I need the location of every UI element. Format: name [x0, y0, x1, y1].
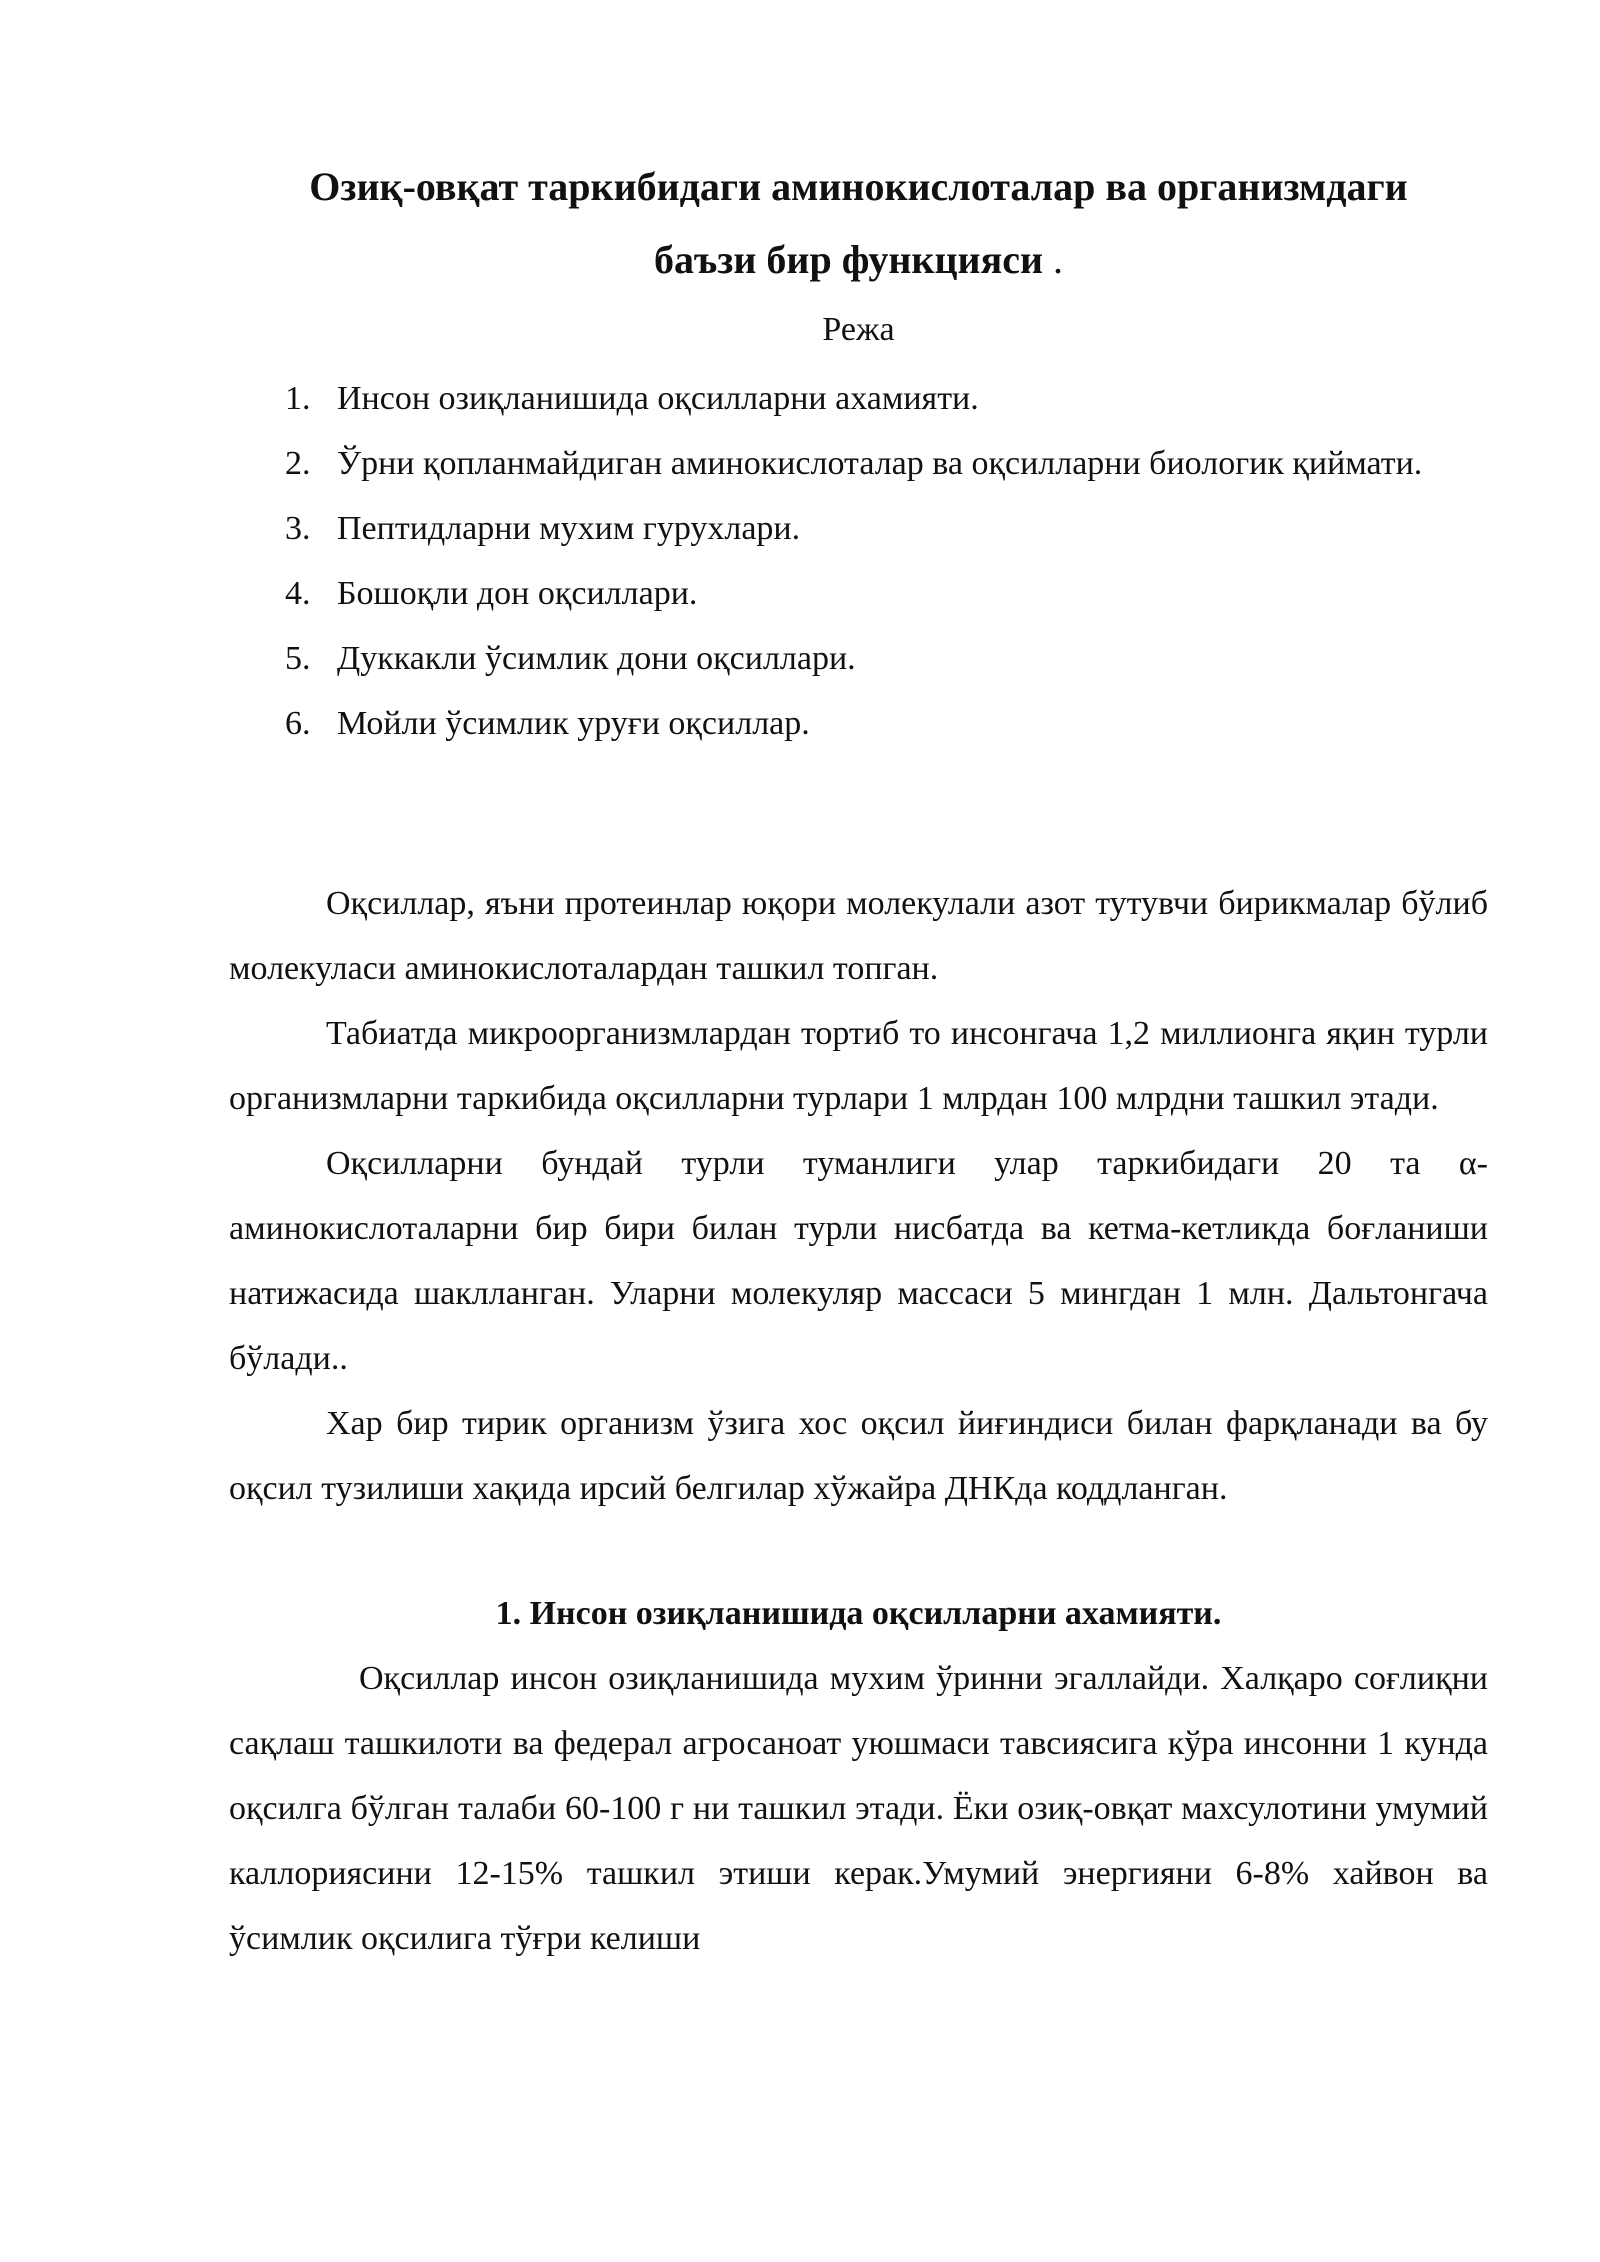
document-title — [229, 150, 1488, 296]
plan-item-number: 4. — [285, 575, 311, 612]
plan-item-text: Дуккакли ўсимлик дони оқсиллари. — [337, 640, 856, 677]
plan-item-text: Пептидларни мухим гурухлари. — [337, 510, 801, 547]
plan-item-text: Мойли ўсимлик уруғи оқсиллар. — [337, 705, 810, 742]
plan-item — [229, 431, 1488, 496]
plan-item-text: Бошоқли дон оқсиллари. — [337, 575, 698, 612]
body-paragraph: Оқсиллар, яъни протеинлар юқори молекулали азот тутувчи бирикмалар бўлиб молекуласи аминокислоталардан ташкил топган. — [229, 885, 1488, 987]
plan-item — [229, 496, 1488, 561]
body-paragraph: Оқсилларни бундай турли туманлиги улар таркибидаги 20 та α-аминокислоталарни бир бири билан турли нисбатда ва кетма-кетликда боғланиши натижасида шаклланган. Уларни молекуляр массаси 5 мингдан 1 млн. Дальтонгача бўлади.. — [229, 1145, 1488, 1377]
body-paragraph: Хар бир тирик организм ўзига хос оқсил йиғиндиси билан фарқланади ва бу оқсил тузилиши хақида ирсий белгилар хўжайра ДНКда коддланган. — [229, 1405, 1488, 1507]
plan-item — [229, 366, 1488, 431]
title-line-2: баъзи бир функцияси — [653, 237, 1044, 282]
plan-item — [229, 561, 1488, 626]
section-paragraph: Оқсиллар инсон озиқланишида мухим ўринни эгаллайди. Халқаро соғлиқни сақлаш ташкилоти ва федерал агросаноат уюшмаси тавсиясига кўра инсонни 1 кунда оқсилга бўлган талаби 60-100 г ни ташкил этади. Ёки озиқ-овқат махсулотини умумий каллориясини 12-15% ташкил этиши керак.Умумий энергияни 6-8% хайвон ва ўсимлик оқсилига тўғри келиши — [229, 1660, 1488, 1957]
plan-item-number: 5. — [285, 640, 311, 677]
plan-heading: Режа — [822, 311, 895, 348]
plan-item-number: 6. — [285, 705, 311, 742]
plan-item-text: Ўрни қопланмайдиган аминокислоталар ва оқсилларни биологик қиймати. — [337, 445, 1423, 482]
plan-list — [229, 366, 1488, 756]
plan-item-text: Инсон озиқланишида оқсилларни ахамияти. — [337, 380, 979, 417]
plan-item-number: 2. — [285, 445, 311, 482]
plan-item-number: 1. — [285, 380, 311, 417]
plan-item — [229, 691, 1488, 756]
plan-item-number: 3. — [285, 510, 311, 547]
document-body — [229, 150, 1488, 1971]
body-paragraph: Табиатда микроорганизмлардан тортиб то инсонгача 1,2 миллионга яқин турли организмларни таркибида оқсилларни турлари 1 млрдан 100 млрдни ташкил этади. — [229, 1015, 1488, 1117]
spacer — [229, 756, 1488, 871]
section-heading: 1. Инсон озиқланишида оқсилларни ахамияти. — [495, 1595, 1222, 1632]
title-line-1: Озиқ-овқат таркибидаги аминокислоталар ва организмдаги — [309, 164, 1408, 209]
plan-item — [229, 626, 1488, 691]
title-suffix: . — [1043, 237, 1064, 282]
